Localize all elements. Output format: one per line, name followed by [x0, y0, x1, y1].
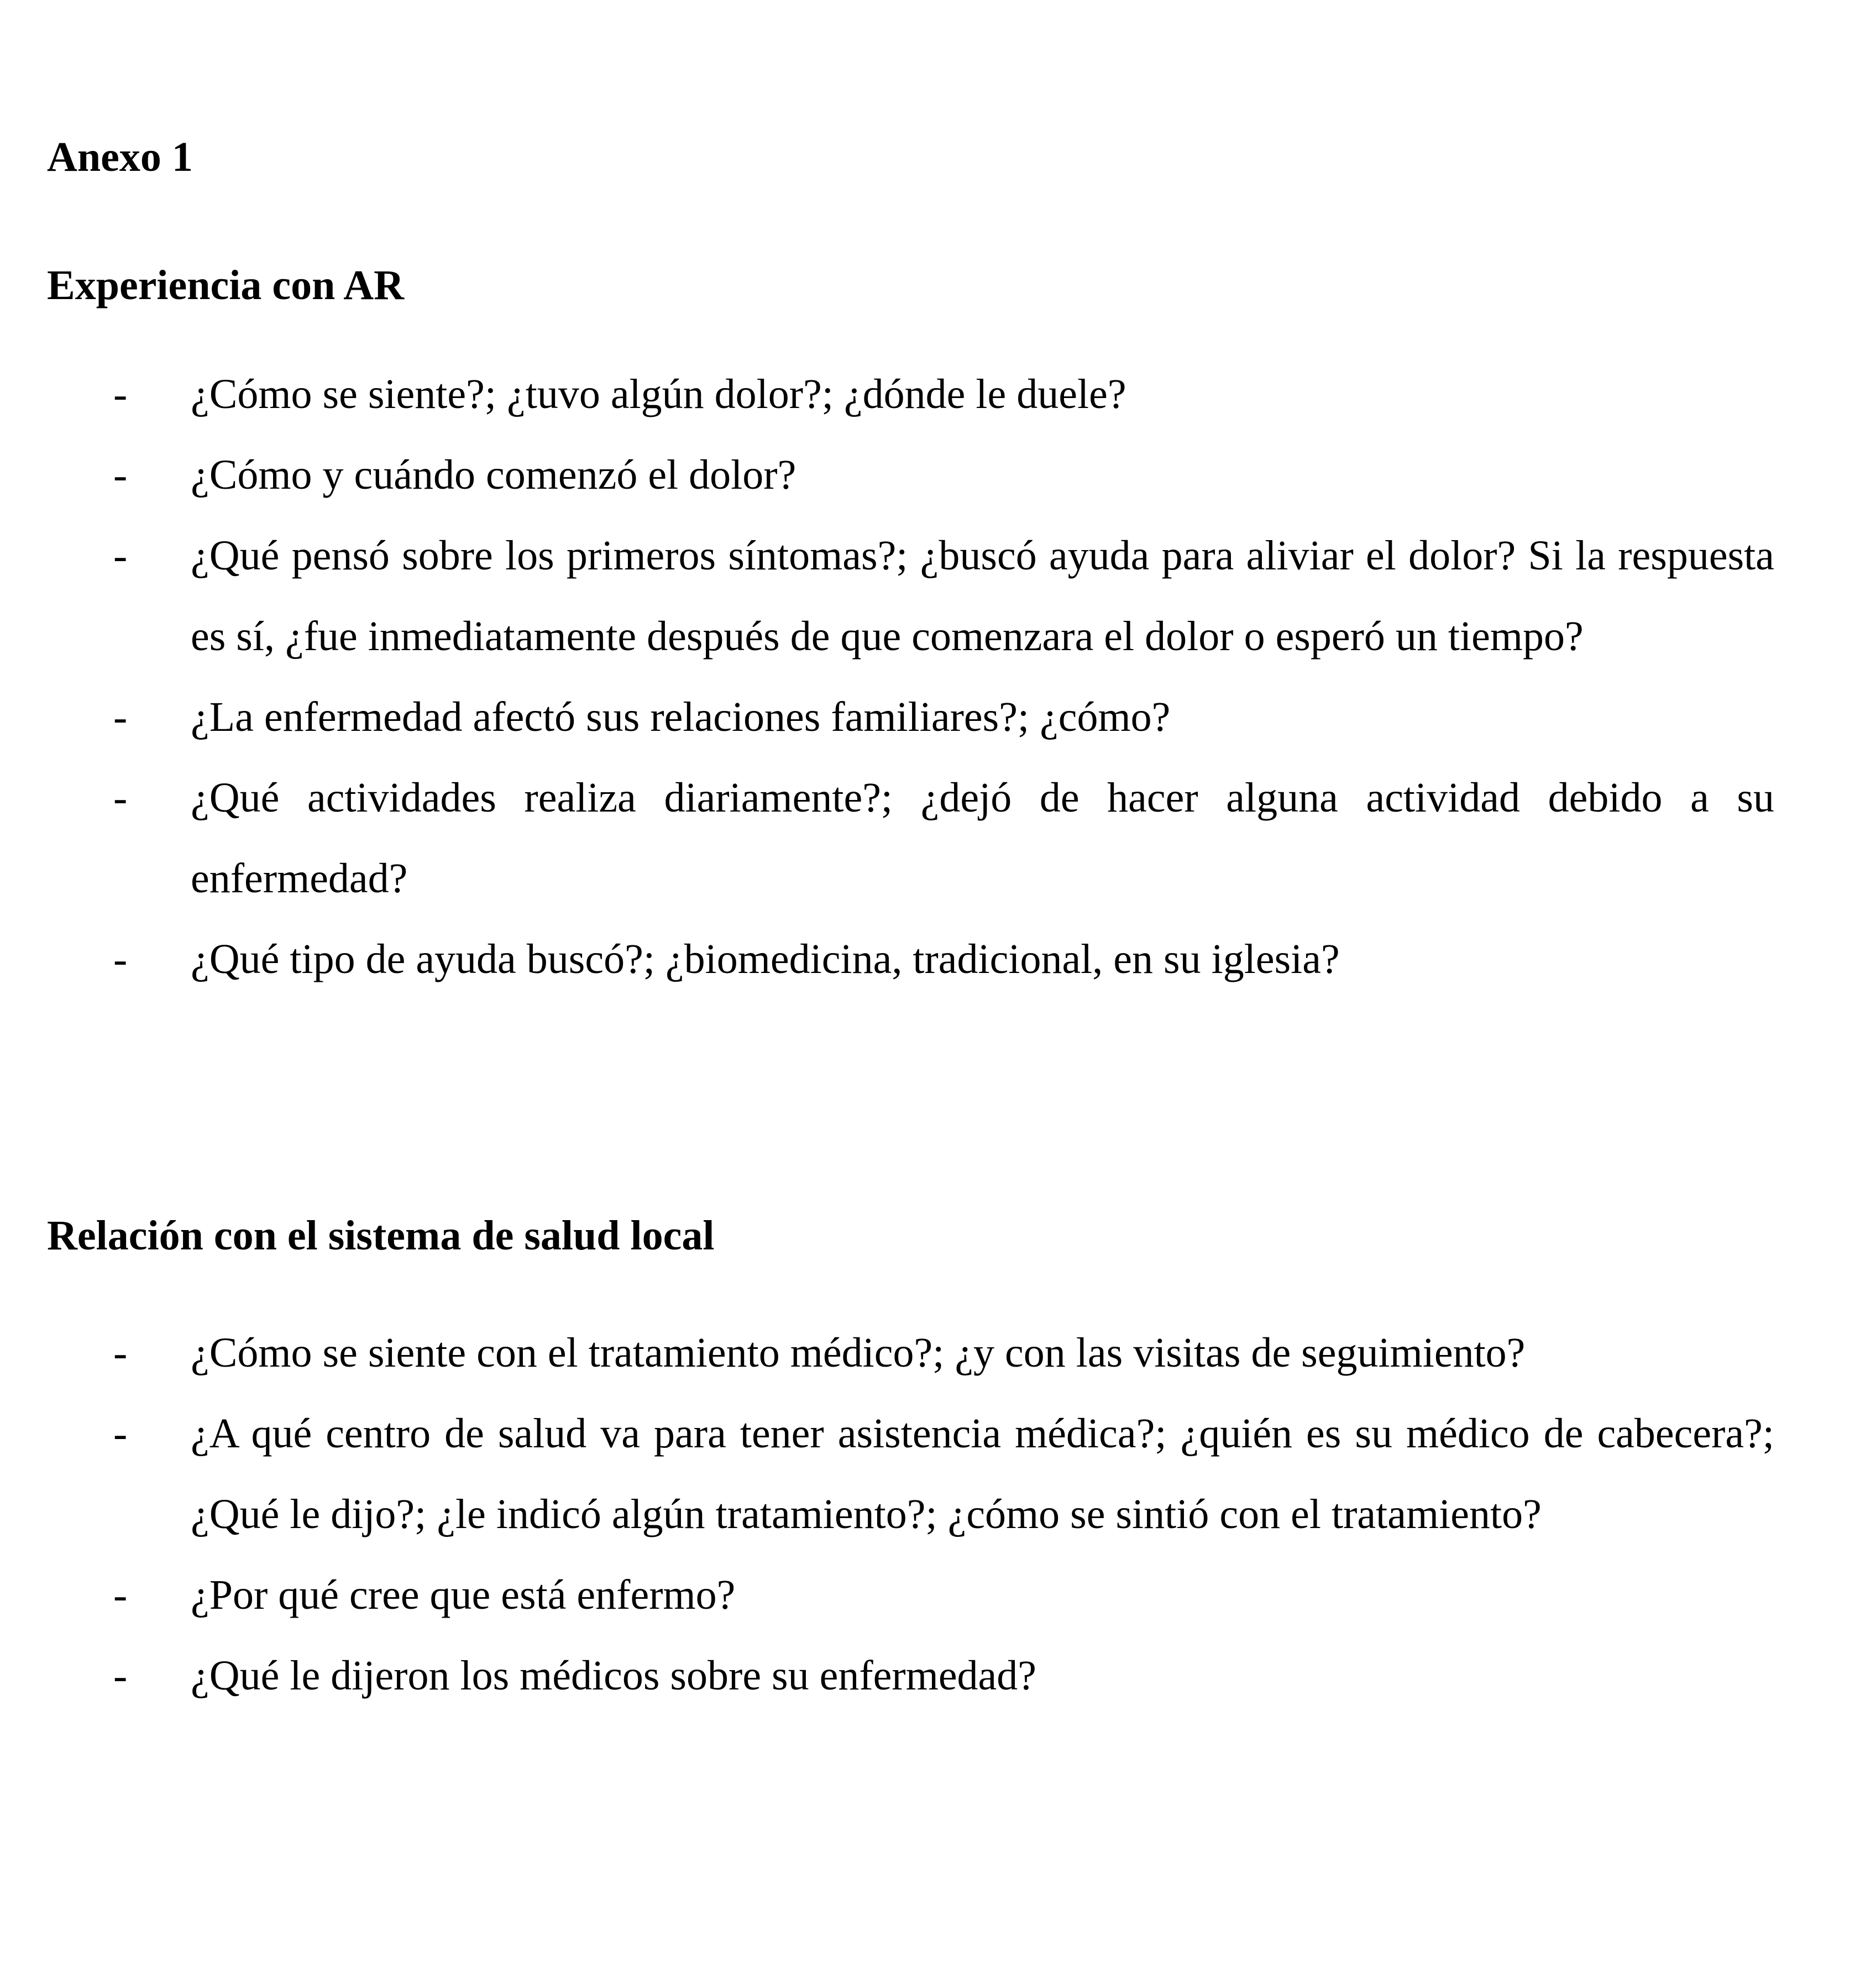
section-heading-relacion-salud: Relación con el sistema de salud local — [47, 1212, 715, 1259]
question-item — [47, 919, 1774, 1000]
question-item — [47, 677, 1774, 757]
question-text: ¿Qué actividades realiza diariamente?; ¿dejó de hacer alguna actividad debido a su enfermedad? — [191, 775, 1774, 902]
question-item — [47, 757, 1774, 919]
question-text: ¿Cómo se siente con el tratamiento médico?; ¿y con las visitas de seguimiento? — [191, 1330, 1526, 1376]
question-item — [47, 1635, 1774, 1716]
bullet-dash: - — [113, 936, 128, 982]
question-text: ¿Qué tipo de ayuda buscó?; ¿biomedicina, tradicional, en su iglesia? — [191, 936, 1340, 982]
question-text: ¿Cómo y cuándo comenzó el dolor? — [191, 452, 796, 498]
section-heading-experiencia: Experiencia con AR — [47, 262, 404, 308]
bullet-dash: - — [113, 1410, 128, 1457]
bullet-dash: - — [113, 694, 128, 740]
question-item — [47, 1393, 1774, 1555]
question-item — [47, 435, 1774, 515]
question-item — [47, 515, 1774, 677]
bullet-dash: - — [113, 371, 128, 417]
doc-title: Anexo 1 — [47, 134, 193, 180]
question-text: ¿Cómo se siente?; ¿tuvo algún dolor?; ¿dónde le duele? — [191, 371, 1126, 417]
bullet-dash: - — [113, 452, 128, 498]
bullet-dash: - — [113, 1652, 128, 1699]
question-text: ¿Qué le dijeron los médicos sobre su enfermedad? — [191, 1652, 1037, 1699]
question-list-relacion-salud — [47, 1312, 1774, 1716]
bullet-dash: - — [113, 532, 128, 579]
question-item — [47, 354, 1774, 435]
question-list-experiencia — [47, 354, 1774, 1000]
bullet-dash: - — [113, 775, 128, 821]
question-item — [47, 1555, 1774, 1635]
question-text: ¿Qué pensó sobre los primeros síntomas?; ¿buscó ayuda para aliviar el dolor? Si la respuesta es sí, ¿fue inmediatamente después de que comenzara el dolor o esperó un tiempo? — [191, 532, 1774, 660]
bullet-dash: - — [113, 1330, 128, 1376]
question-text: ¿A qué centro de salud va para tener asistencia médica?; ¿quién es su médico de cabecera?; ¿Qué le dijo?; ¿le indicó algún tratamiento?; ¿cómo se sintió con el tratamiento? — [191, 1410, 1774, 1537]
question-text: ¿La enfermedad afectó sus relaciones familiares?; ¿cómo? — [191, 694, 1171, 740]
bullet-dash: - — [113, 1572, 128, 1618]
question-item — [47, 1312, 1774, 1393]
question-text: ¿Por qué cree que está enfermo? — [191, 1572, 736, 1618]
